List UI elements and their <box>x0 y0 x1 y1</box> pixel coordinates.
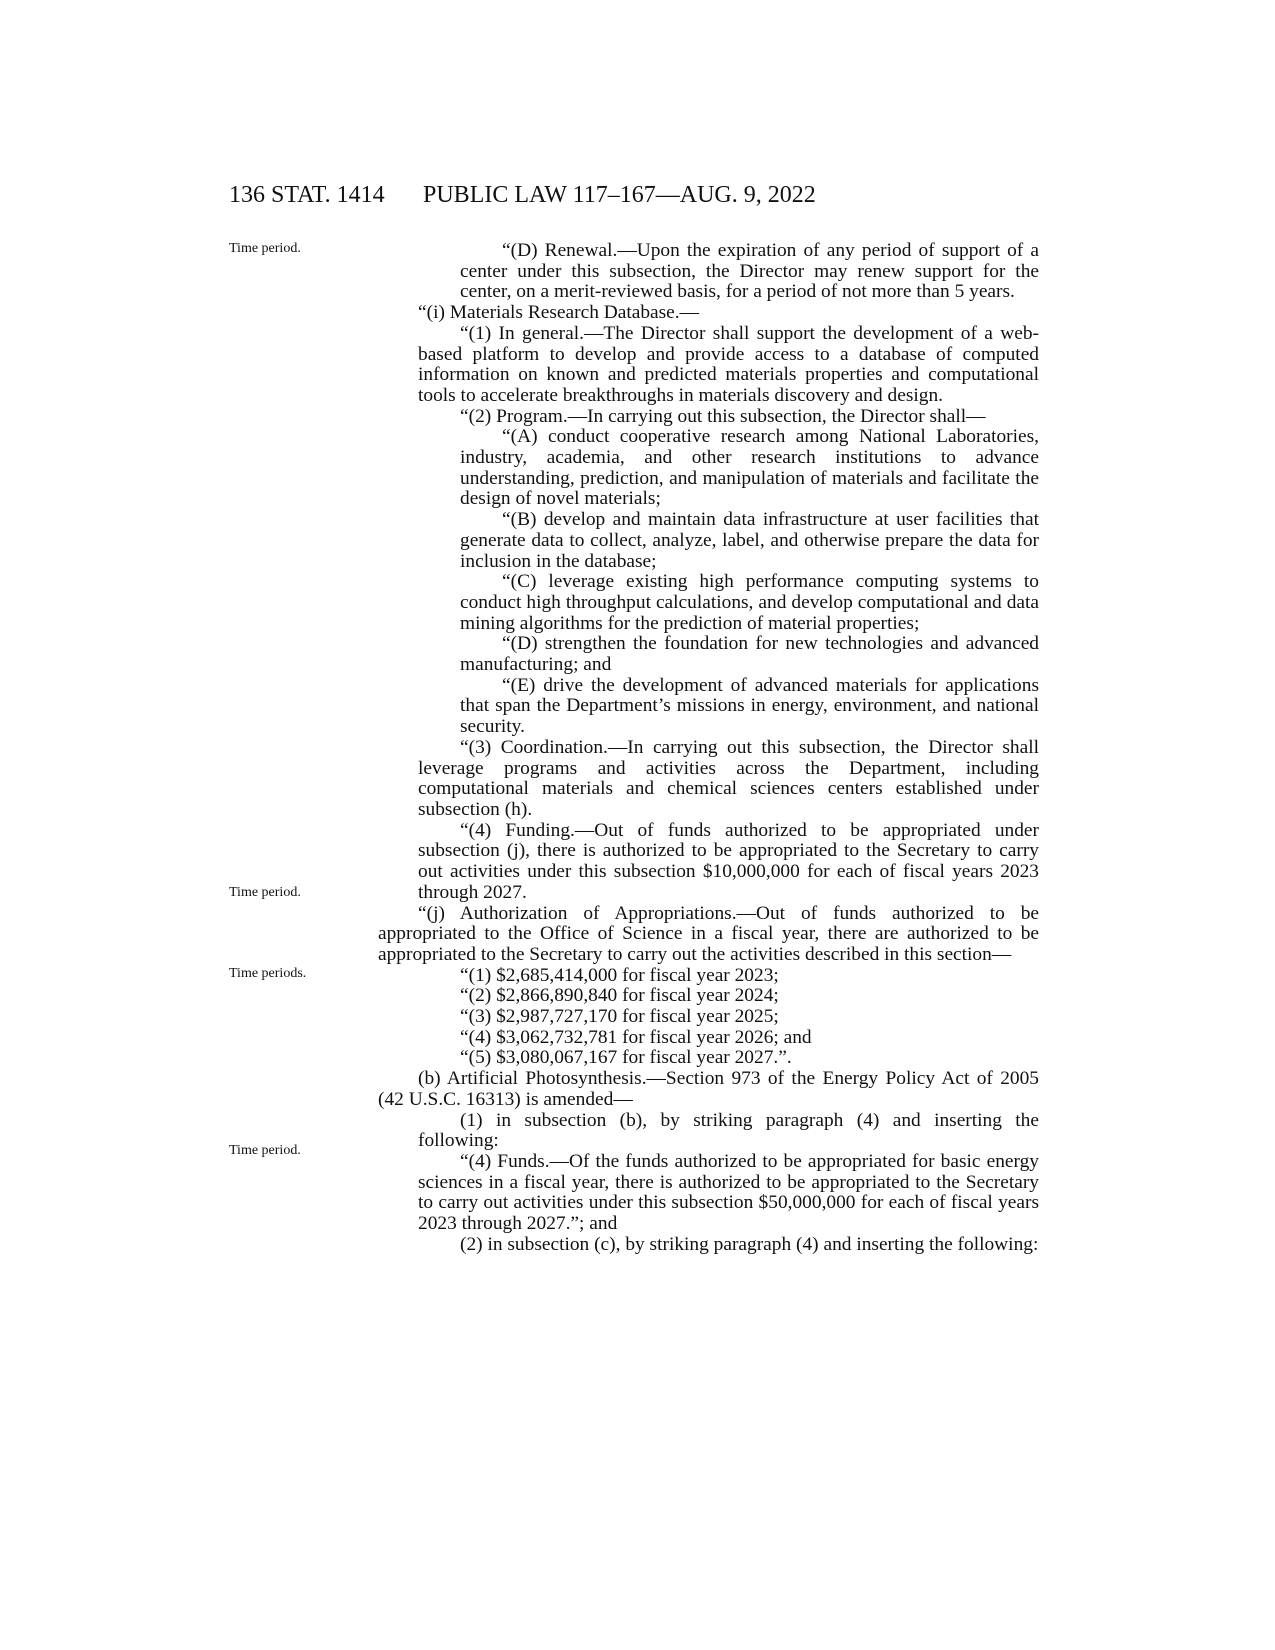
page-header <box>0 182 1275 222</box>
margin-note: Time period. <box>229 1143 301 1158</box>
subparagraph-a: “(A) conduct cooperative research among National Laboratories, industry, academia, and other research institutions to advance understanding, prediction, and manipulation of materials and facilitate the design of novel materials; <box>460 426 1039 510</box>
subparagraph-c: “(C) leverage existing high performance computing systems to conduct high throughput calculations, and develop computational and data mining algorithms for the prediction of material properties; <box>460 571 1039 634</box>
margin-note: Time period. <box>229 241 301 256</box>
paragraph-in-general: “(1) In general.—The Director shall support the development of a web-based platform to develop and provide access to a database of computed information on known and predicted materials properties and computational tools to accelerate breakthroughs in materials discovery and design. <box>418 322 1039 406</box>
paragraph-funds: “(4) Funds.—Of the funds authorized to be appropriated for basic energy sciences in a fiscal year, there is authorized to be appropriated to the Secretary to carry out activities under this subsection $50,000,000 for each of fiscal years 2023 through 2027.”; and <box>418 1150 1039 1235</box>
appropriation-2025: “(3) $2,987,727,170 for fiscal year 2025; <box>460 1006 779 1028</box>
subparagraph-d: “(D) strengthen the foundation for new technologies and advanced manufacturing; and <box>460 633 1039 676</box>
appropriation-2024: “(2) $2,866,890,840 for fiscal year 2024; <box>460 985 779 1007</box>
paragraph-funding: “(4) Funding.—Out of funds authorized to be appropriated under subsection (j), there is authorized to be appropriated to the Secretary to carry out activities under this subsection $10,000,000 for each of fiscal years 2023 through 2027. <box>418 819 1039 903</box>
appropriation-2027: “(5) $3,080,067,167 for fiscal year 2027.”. <box>460 1047 792 1069</box>
amendment-2: (2) in subsection (c), by striking paragraph (4) and inserting the following: <box>460 1233 1039 1255</box>
paragraph-renewal: “(D) Renewal.—Upon the expiration of any period of support of a center under this subsection, the Director may renew support for the center, on a merit-reviewed basis, for a period of not more than 5 years. <box>460 240 1039 303</box>
paragraph-artificial-photosynthesis: (b) Artificial Photosynthesis.—Section 973 of the Energy Policy Act of 2005 (42 U.S.C. 16313) is amended— <box>378 1068 1039 1110</box>
subparagraph-e: “(E) drive the development of advanced materials for applications that span the Department’s missions in energy, environment, and national security. <box>460 674 1039 738</box>
appropriation-2026: “(4) $3,062,732,781 for fiscal year 2026; and <box>460 1026 812 1048</box>
paragraph-authorization: “(j) Authorization of Appropriations.—Out of funds authorized to be appropriated to the Office of Science in a fiscal year, there are authorized to be appropriated to the Secretary to carry out the activities described in this section— <box>378 902 1039 965</box>
running-head-title: PUBLIC LAW 117–167—AUG. 9, 2022 <box>423 182 816 208</box>
paragraph-coordination: “(3) Coordination.—In carrying out this subsection, the Director shall leverage programs and activities across the Department, including computational materials and chemical sciences centers established under subsection (h). <box>418 736 1039 820</box>
paragraph-program: “(2) Program.—In carrying out this subsection, the Director shall— <box>460 405 986 427</box>
appropriation-2023: “(1) $2,685,414,000 for fiscal year 2023; <box>460 964 779 986</box>
statute-page-number: 136 STAT. 1414 <box>229 182 385 208</box>
margin-note: Time period. <box>229 885 301 900</box>
heading-materials-research-database: “(i) Materials Research Database.— <box>418 302 700 324</box>
subparagraph-b: “(B) develop and maintain data infrastructure at user facilities that generate data to collect, analyze, label, and otherwise prepare the data for inclusion in the database; <box>460 509 1039 572</box>
margin-note: Time periods. <box>229 966 307 981</box>
amendment-1: (1) in subsection (b), by striking paragraph (4) and inserting the following: <box>418 1109 1039 1152</box>
statute-body <box>0 241 1275 1255</box>
